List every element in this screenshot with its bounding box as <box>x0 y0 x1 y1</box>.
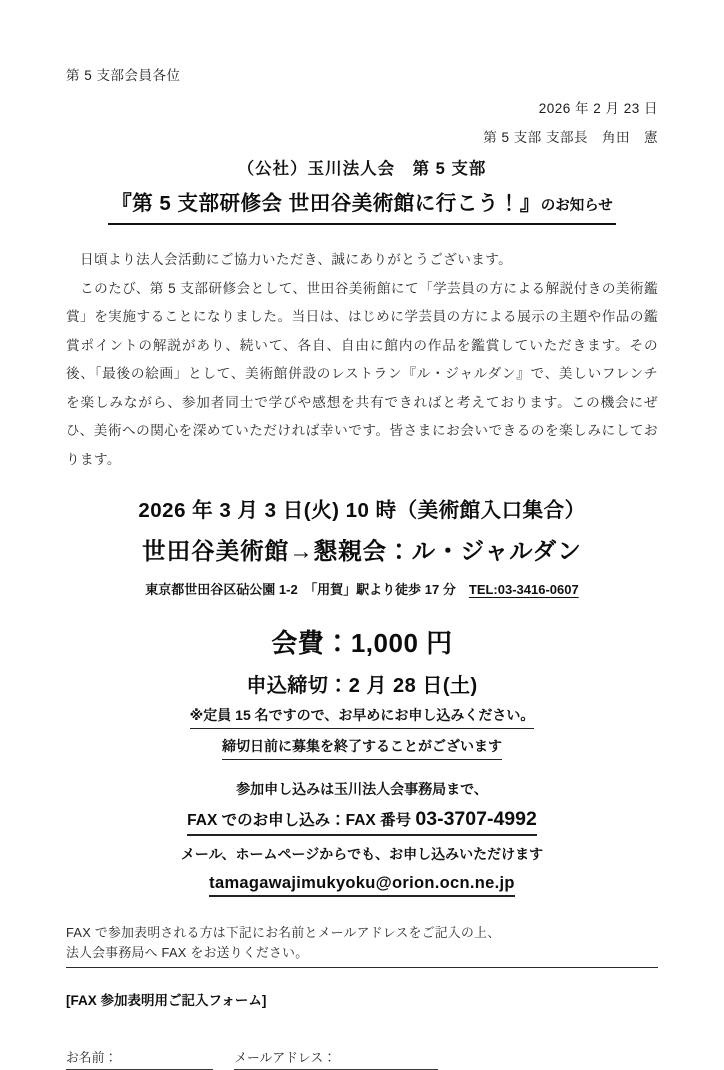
recipient-line: 第 5 支部会員各位 <box>66 68 181 83</box>
event-address <box>66 579 658 598</box>
fax-instruction-block <box>66 923 658 963</box>
fee-line: 会費：1,000 円 <box>271 628 453 658</box>
document-title-underline <box>108 186 616 225</box>
fax-instruction-line2: 法人会事務局へ FAX をお送りください。 <box>66 944 309 960</box>
sender-line: 第 5 支部 支部長 角田 憲 <box>483 130 658 145</box>
fax-number: 03-3707-4992 <box>415 808 537 830</box>
email-fill-field <box>234 1047 438 1070</box>
body-text <box>66 246 658 474</box>
email-address: tamagawajimukyoku@orion.ocn.ne.jp <box>209 874 515 897</box>
name-blank-line <box>117 1065 213 1066</box>
event-venue: 世田谷美術館→懇親会：ル・ジャルダン <box>142 538 582 564</box>
fax-form-heading: [FAX 参加表明用ご記入フォーム] <box>66 992 267 1008</box>
body-paragraph-details: このたび、第 5 支部研修会として、世田谷美術館にて「学芸員の方による解説付きの美術鑑賞」を実施することになりました。当日は、はじめに学芸員の方による展示の主題や作品の鑑賞ポイントの解説があり、続いて、各自、自由に館内の作品を鑑賞していただきます。その後、「最後の絵画」として、美術館併設のレストラン『ル・ジャルダン』で、美しいフレンチを楽しみながら、参加者同士で学びや感想を共有できればと考えております。この機会にぜひ、美術への関心を深めていただければ幸いです。皆さまにお会いできるのを楽しみにしております。 <box>66 280 658 467</box>
fax-instruction-line1: FAX で参加表明される方は下記にお名前とメールアドレスをご記入の上、 <box>66 925 501 940</box>
email-blank-line <box>336 1065 438 1066</box>
event-tel: TEL:03-3416-0607 <box>468 582 579 597</box>
early-close-note <box>66 736 658 760</box>
early-close-note-text: 締切日前に募集を終了することがございます <box>222 736 502 760</box>
issue-date: 2026 年 2 月 23 日 <box>538 101 658 116</box>
fax-apply-line <box>66 808 658 836</box>
apply-to-office-line: 参加申し込みは玉川法人会事務局まで、 <box>236 781 488 797</box>
email-label: メールアドレス： <box>234 1049 336 1065</box>
capacity-note <box>66 705 658 729</box>
organization-line: （公社）玉川法人会 第 5 支部 <box>237 160 487 178</box>
email-line <box>66 874 658 897</box>
document-title-main: 『第 5 支部研修会 世田谷美術館に行こう！』 <box>111 192 541 215</box>
name-label: お名前： <box>66 1049 118 1065</box>
fax-form-fill-row <box>66 1047 658 1070</box>
event-address-text: 東京都世田谷区砧公園 1-2 「用賀」駅より徒歩 17 分 <box>145 582 469 597</box>
document-title <box>66 186 658 225</box>
body-paragraph-greeting: 日頃より法人会活動にご協力いただき、誠にありがとうございます。 <box>66 252 513 267</box>
fax-apply-underline <box>187 808 537 836</box>
name-fill-field <box>66 1047 213 1070</box>
mail-apply-note: メール、ホームページからでも、お申し込みいただけます <box>180 846 544 862</box>
event-datetime: 2026 年 3 月 3 日(火) 10 時（美術館入口集合） <box>138 499 586 522</box>
deadline-line: 申込締切：2 月 28 日(土) <box>246 675 478 697</box>
section-divider <box>66 967 658 968</box>
capacity-note-text: ※定員 15 名ですので、お早めにお申し込みください。 <box>190 705 535 729</box>
fax-apply-label: FAX でのお申し込み：FAX 番号 <box>187 812 416 829</box>
document-title-suffix: のお知らせ <box>540 198 613 214</box>
